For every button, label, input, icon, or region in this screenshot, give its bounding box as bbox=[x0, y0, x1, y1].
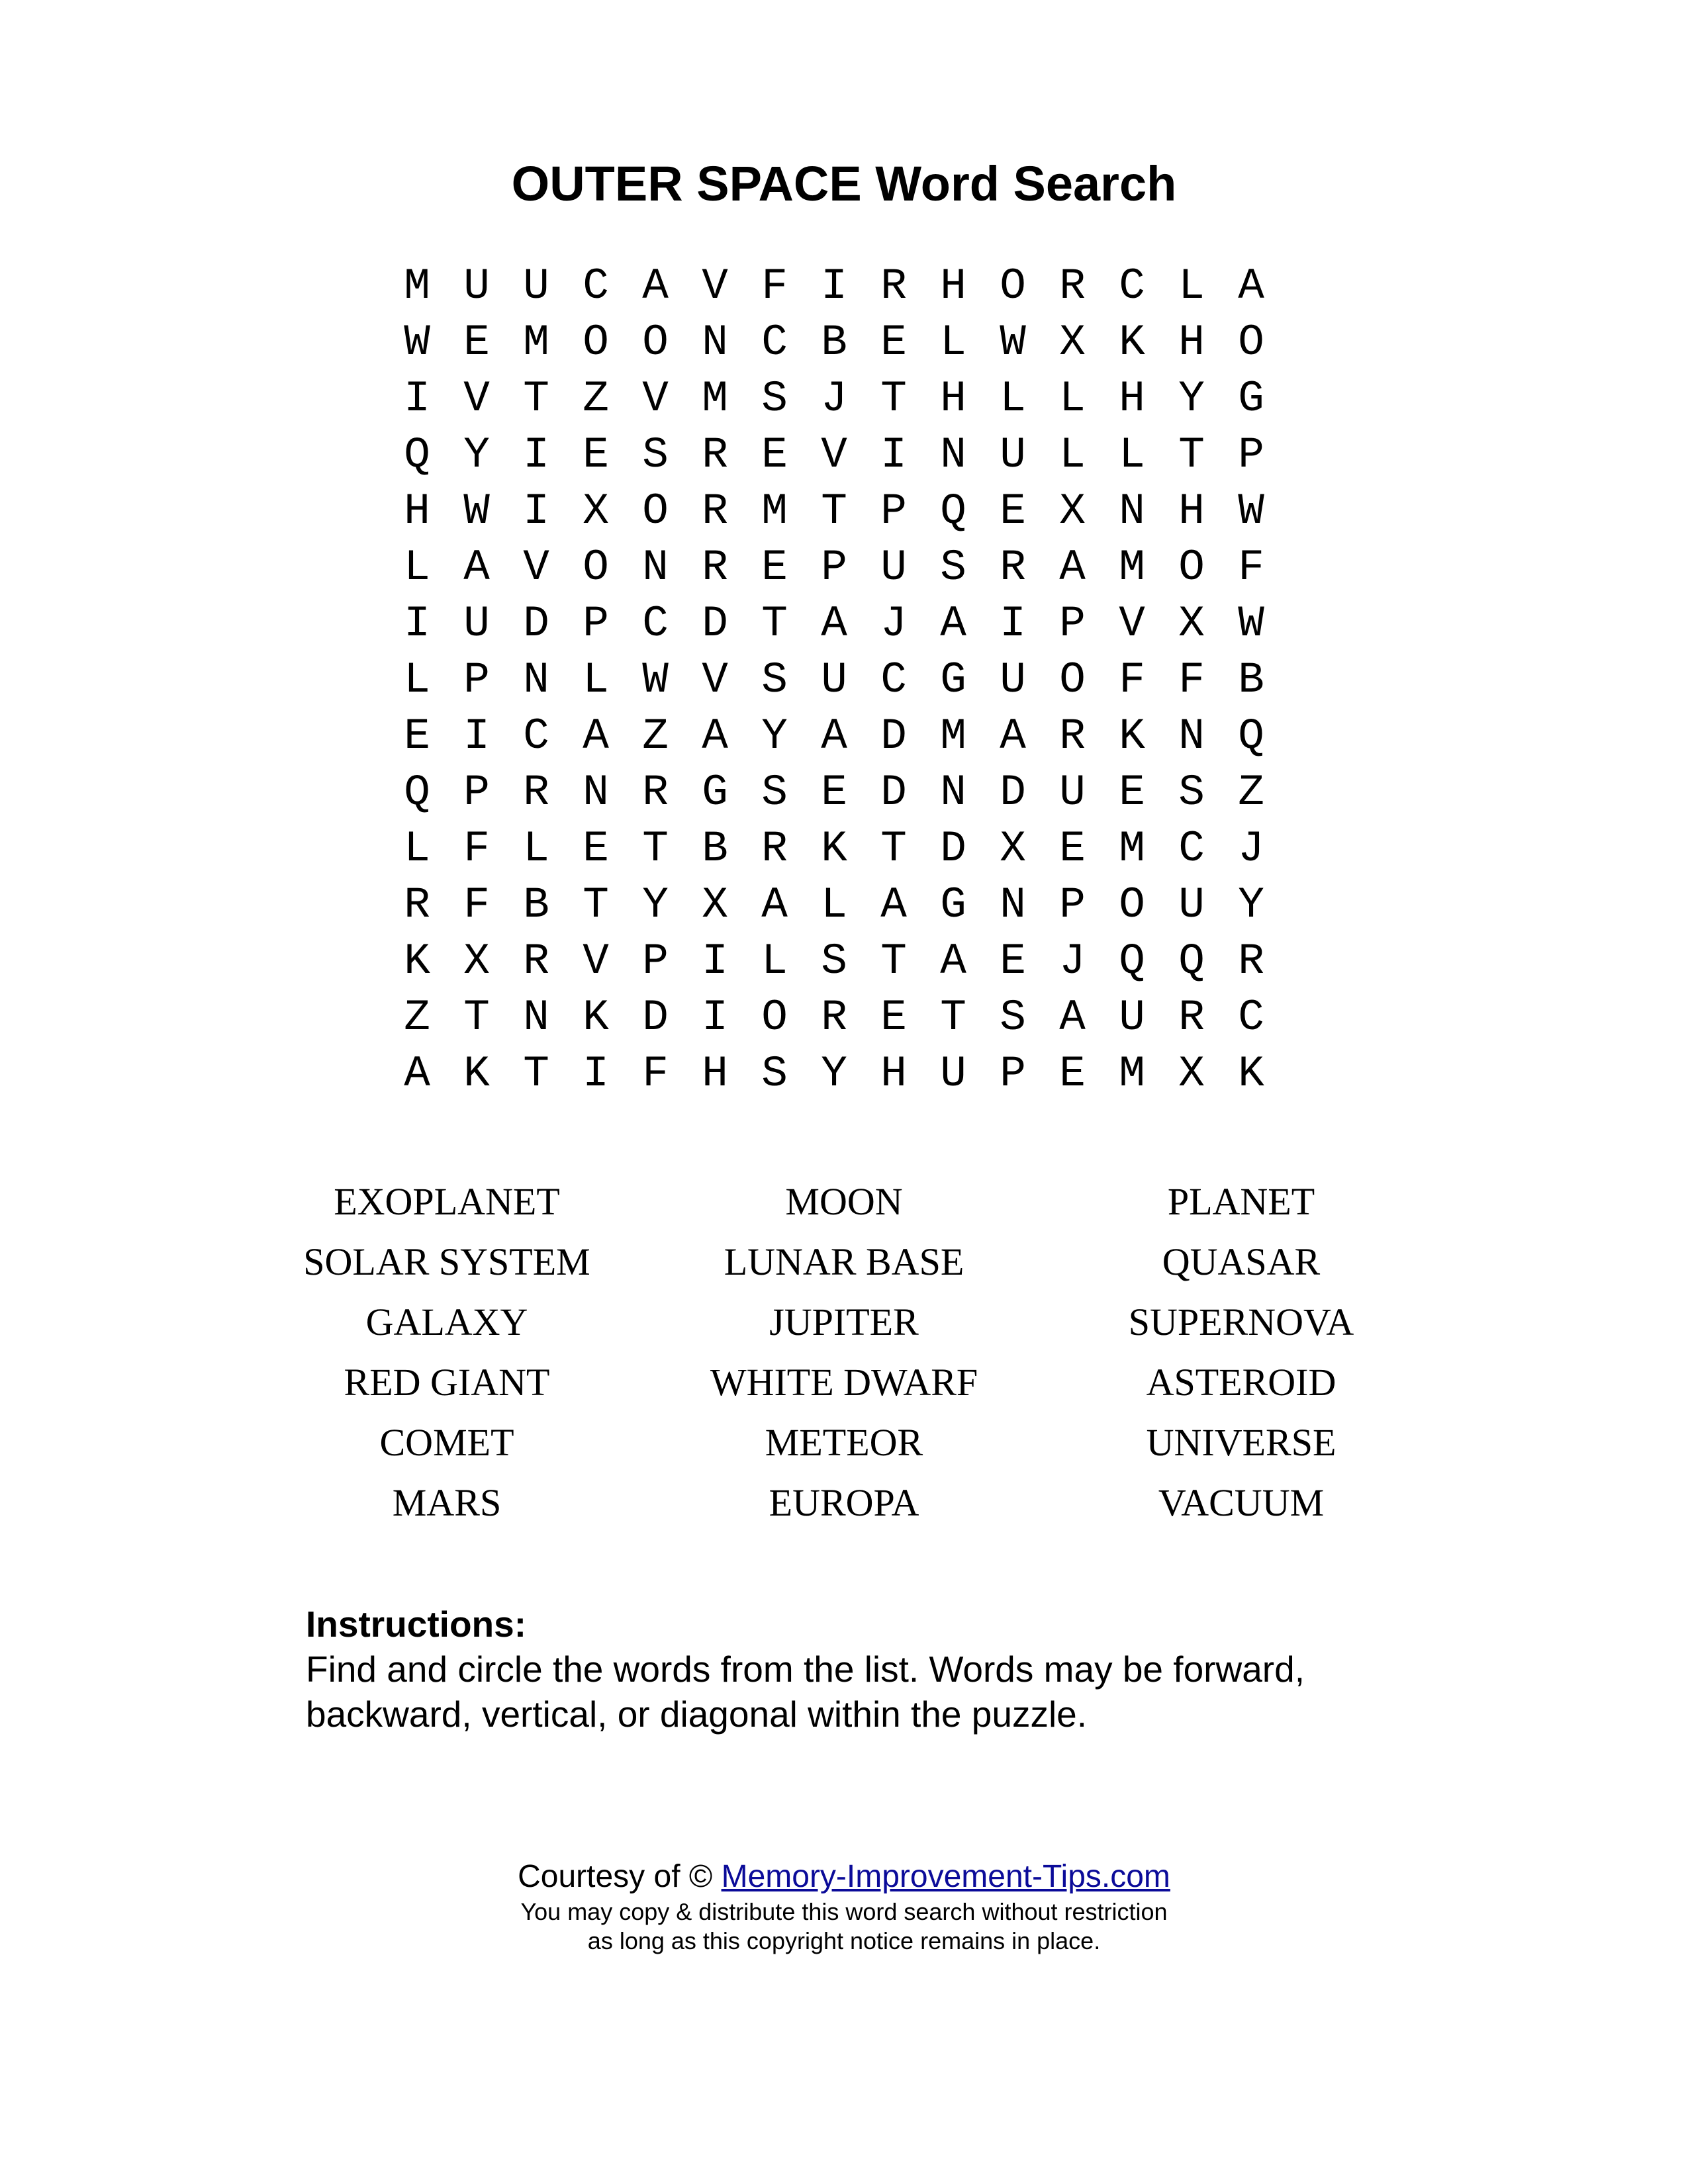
grid-letter[interactable]: K bbox=[1119, 711, 1145, 761]
grid-letter[interactable]: X bbox=[1000, 824, 1026, 874]
grid-letter[interactable]: Z bbox=[583, 374, 609, 424]
grid-letter[interactable]: T bbox=[463, 993, 490, 1042]
grid-letter[interactable]: E bbox=[880, 993, 907, 1042]
grid-letter[interactable]: R bbox=[1238, 936, 1264, 986]
grid-letter[interactable]: M bbox=[1119, 824, 1145, 874]
grid-letter[interactable]: N bbox=[583, 768, 609, 817]
grid-letter[interactable]: D bbox=[1000, 768, 1026, 817]
grid-letter[interactable]: O bbox=[642, 486, 669, 536]
grid-letter[interactable]: M bbox=[1119, 1049, 1145, 1099]
grid-letter[interactable]: E bbox=[583, 824, 609, 874]
word-list bbox=[248, 1171, 1440, 1533]
grid-letter[interactable]: U bbox=[1178, 880, 1205, 930]
grid-letter[interactable]: Q bbox=[940, 486, 966, 536]
grid-letter[interactable]: R bbox=[642, 768, 669, 817]
grid-letter[interactable]: O bbox=[1119, 880, 1145, 930]
grid-letter[interactable]: U bbox=[463, 261, 490, 311]
word-list-item: ASTEROID bbox=[1146, 1361, 1336, 1404]
letter-grid bbox=[387, 258, 1281, 1102]
word-list-item: COMET bbox=[379, 1421, 514, 1464]
grid-letter[interactable]: P bbox=[463, 655, 490, 705]
grid-letter[interactable]: R bbox=[1000, 543, 1026, 592]
grid-letter[interactable]: O bbox=[1178, 543, 1205, 592]
grid-letter[interactable]: I bbox=[463, 711, 490, 761]
grid-letter[interactable]: O bbox=[583, 543, 609, 592]
grid-letter[interactable]: Y bbox=[642, 880, 669, 930]
grid-letter[interactable]: A bbox=[404, 1049, 430, 1099]
word-list-item: JUPITER bbox=[769, 1300, 919, 1343]
grid-letter[interactable]: L bbox=[583, 655, 609, 705]
word-list-item: MARS bbox=[392, 1481, 502, 1524]
courtesy-line bbox=[0, 1856, 1688, 1897]
grid-letter[interactable]: T bbox=[642, 824, 669, 874]
word-list-item: VACUUM bbox=[1158, 1481, 1325, 1524]
grid-letter[interactable]: W bbox=[1238, 599, 1264, 649]
grid-letter[interactable]: X bbox=[583, 486, 609, 536]
grid-letter[interactable]: L bbox=[404, 824, 430, 874]
grid-letter[interactable]: G bbox=[1238, 374, 1264, 424]
grid-letter[interactable]: G bbox=[940, 655, 966, 705]
word-list-item: WHITE DWARF bbox=[710, 1361, 978, 1404]
grid-letter[interactable]: U bbox=[880, 543, 907, 592]
grid-letter[interactable]: K bbox=[404, 936, 430, 986]
word-list-item: QUASAR bbox=[1162, 1240, 1321, 1283]
instructions-block bbox=[306, 1602, 1431, 1737]
grid-letter[interactable]: E bbox=[1000, 936, 1026, 986]
grid-letter[interactable]: F bbox=[761, 261, 788, 311]
grid-letter[interactable]: T bbox=[1178, 430, 1205, 480]
grid-letter[interactable]: H bbox=[1178, 486, 1205, 536]
grid-letter[interactable]: R bbox=[880, 261, 907, 311]
grid-letter[interactable]: K bbox=[463, 1049, 490, 1099]
grid-letter[interactable]: O bbox=[761, 993, 788, 1042]
grid-letter[interactable]: S bbox=[642, 430, 669, 480]
grid-letter[interactable]: H bbox=[702, 1049, 728, 1099]
grid-letter[interactable]: P bbox=[583, 599, 609, 649]
grid-letter[interactable]: I bbox=[1000, 599, 1026, 649]
grid-letter[interactable]: Q bbox=[404, 768, 430, 817]
grid-letter[interactable]: N bbox=[940, 768, 966, 817]
grid-letter[interactable]: A bbox=[821, 599, 847, 649]
grid-letter[interactable]: F bbox=[463, 824, 490, 874]
grid-letter[interactable]: T bbox=[523, 1049, 549, 1099]
grid-letter[interactable]: U bbox=[523, 261, 549, 311]
grid-letter[interactable]: A bbox=[940, 599, 966, 649]
grid-letter[interactable]: W bbox=[1000, 318, 1026, 367]
grid-letter[interactable]: D bbox=[642, 993, 669, 1042]
grid-letter[interactable]: L bbox=[940, 318, 966, 367]
grid-letter[interactable]: X bbox=[1178, 599, 1205, 649]
grid-letter[interactable]: G bbox=[702, 768, 728, 817]
grid-letter[interactable]: M bbox=[404, 261, 430, 311]
word-list-item: GALAXY bbox=[365, 1300, 528, 1343]
grid-letter[interactable]: P bbox=[1238, 430, 1264, 480]
grid-letter[interactable]: X bbox=[1178, 1049, 1205, 1099]
footer bbox=[0, 1856, 1688, 1956]
grid-letter[interactable]: Z bbox=[1238, 768, 1264, 817]
grid-letter[interactable]: K bbox=[583, 993, 609, 1042]
grid-letter[interactable]: R bbox=[702, 430, 728, 480]
grid-letter[interactable]: T bbox=[940, 993, 966, 1042]
grid-letter[interactable]: S bbox=[761, 1049, 788, 1099]
grid-letter[interactable]: A bbox=[821, 711, 847, 761]
grid-letter[interactable]: P bbox=[463, 768, 490, 817]
grid-letter[interactable]: F bbox=[642, 1049, 669, 1099]
grid-letter[interactable]: I bbox=[880, 430, 907, 480]
grid-letter[interactable]: T bbox=[583, 880, 609, 930]
grid-letter[interactable]: D bbox=[702, 599, 728, 649]
grid-letter[interactable]: H bbox=[940, 374, 966, 424]
grid-letter[interactable]: A bbox=[940, 936, 966, 986]
grid-letter[interactable]: E bbox=[404, 711, 430, 761]
grid-letter[interactable]: A bbox=[1059, 543, 1086, 592]
grid-letter[interactable]: V bbox=[821, 430, 847, 480]
grid-letter[interactable]: A bbox=[1059, 993, 1086, 1042]
grid-letter[interactable]: F bbox=[1238, 543, 1264, 592]
grid-letter[interactable]: S bbox=[761, 374, 788, 424]
grid-letter[interactable]: I bbox=[523, 430, 549, 480]
grid-letter[interactable]: P bbox=[821, 543, 847, 592]
grid-letter[interactable]: I bbox=[404, 374, 430, 424]
grid-letter[interactable]: S bbox=[1000, 993, 1026, 1042]
copyright-notice-line-1: You may copy & distribute this word search without restriction bbox=[520, 1898, 1168, 1925]
instructions-heading: Instructions: bbox=[306, 1604, 527, 1645]
grid-letter[interactable]: Q bbox=[404, 430, 430, 480]
grid-letter[interactable]: I bbox=[702, 993, 728, 1042]
grid-letter[interactable]: V bbox=[523, 543, 549, 592]
grid-letter[interactable]: N bbox=[940, 430, 966, 480]
website-link[interactable]: Memory-Improvement-Tips.com bbox=[721, 1859, 1170, 1894]
copyright-notice-line-2: as long as this copyright notice remains in place. bbox=[587, 1927, 1101, 1954]
grid-letter[interactable]: V bbox=[463, 374, 490, 424]
grid-letter[interactable]: V bbox=[702, 655, 728, 705]
grid-letter[interactable]: R bbox=[1178, 993, 1205, 1042]
grid-letter[interactable]: A bbox=[761, 880, 788, 930]
grid-letter[interactable]: E bbox=[761, 430, 788, 480]
grid-letter[interactable]: M bbox=[940, 711, 966, 761]
grid-letter[interactable]: X bbox=[1059, 318, 1086, 367]
word-list-item: PLANET bbox=[1167, 1180, 1315, 1223]
grid-letter[interactable]: E bbox=[463, 318, 490, 367]
word-list-item: EUROPA bbox=[769, 1481, 919, 1524]
grid-letter[interactable]: E bbox=[1000, 486, 1026, 536]
grid-letter[interactable]: O bbox=[1238, 318, 1264, 367]
grid-letter[interactable]: N bbox=[523, 993, 549, 1042]
grid-letter[interactable]: K bbox=[1238, 1049, 1264, 1099]
grid-letter[interactable]: H bbox=[940, 261, 966, 311]
grid-letter[interactable]: A bbox=[1238, 261, 1264, 311]
grid-letter[interactable]: Z bbox=[642, 711, 669, 761]
grid-letter[interactable]: L bbox=[1059, 374, 1086, 424]
word-list-item: LUNAR BASE bbox=[724, 1240, 964, 1283]
grid-letter[interactable]: K bbox=[1119, 318, 1145, 367]
grid-letter[interactable]: M bbox=[761, 486, 788, 536]
grid-letter[interactable]: X bbox=[1059, 486, 1086, 536]
grid-letter[interactable]: Q bbox=[1178, 936, 1205, 986]
grid-letter[interactable]: N bbox=[1178, 711, 1205, 761]
grid-letter[interactable]: W bbox=[463, 486, 490, 536]
grid-letter[interactable]: X bbox=[463, 936, 490, 986]
grid-letter[interactable]: E bbox=[1119, 768, 1145, 817]
grid-letter[interactable]: Q bbox=[1238, 711, 1264, 761]
grid-letter[interactable]: W bbox=[642, 655, 669, 705]
grid-letter[interactable]: J bbox=[821, 374, 847, 424]
grid-letter[interactable]: V bbox=[1119, 599, 1145, 649]
grid-letter[interactable]: S bbox=[761, 655, 788, 705]
grid-letter[interactable]: M bbox=[702, 374, 728, 424]
grid-letter[interactable]: M bbox=[523, 318, 549, 367]
word-list-item: SUPERNOVA bbox=[1128, 1300, 1354, 1343]
grid-letter[interactable]: N bbox=[702, 318, 728, 367]
grid-letter[interactable]: Y bbox=[821, 1049, 847, 1099]
grid-letter[interactable]: H bbox=[404, 486, 430, 536]
grid-letter[interactable]: Y bbox=[1178, 374, 1205, 424]
grid-letter[interactable]: R bbox=[1059, 261, 1086, 311]
grid-letter[interactable]: R bbox=[523, 936, 549, 986]
grid-letter[interactable]: J bbox=[880, 599, 907, 649]
grid-letter[interactable]: A bbox=[583, 711, 609, 761]
instructions-text-line-2: backward, vertical, or diagonal within the puzzle. bbox=[306, 1694, 1088, 1735]
grid-letter[interactable]: R bbox=[523, 768, 549, 817]
grid-letter[interactable]: Q bbox=[1119, 936, 1145, 986]
grid-letter[interactable]: T bbox=[523, 374, 549, 424]
grid-letter[interactable]: R bbox=[702, 486, 728, 536]
grid-letter[interactable]: U bbox=[940, 1049, 966, 1099]
grid-letter[interactable]: H bbox=[1119, 374, 1145, 424]
grid-letter[interactable]: J bbox=[1238, 824, 1264, 874]
grid-letter[interactable]: C bbox=[880, 655, 907, 705]
word-list-item: SOLAR SYSTEM bbox=[303, 1240, 590, 1283]
grid-letter[interactable]: L bbox=[1000, 374, 1026, 424]
grid-letter[interactable]: S bbox=[1178, 768, 1205, 817]
grid-letter[interactable]: C bbox=[1238, 993, 1264, 1042]
grid-letter[interactable]: I bbox=[404, 599, 430, 649]
grid-letter[interactable]: J bbox=[1059, 936, 1086, 986]
courtesy-prefix: Courtesy of © bbox=[518, 1859, 722, 1894]
grid-letter[interactable]: R bbox=[1059, 711, 1086, 761]
grid-letter[interactable]: N bbox=[1000, 880, 1026, 930]
grid-letter[interactable]: H bbox=[880, 1049, 907, 1099]
grid-letter[interactable]: L bbox=[404, 543, 430, 592]
grid-letter[interactable]: A bbox=[463, 543, 490, 592]
grid-letter[interactable]: O bbox=[583, 318, 609, 367]
grid-letter[interactable]: A bbox=[1000, 711, 1026, 761]
grid-letter[interactable]: I bbox=[583, 1049, 609, 1099]
grid-letter[interactable]: X bbox=[702, 880, 728, 930]
grid-letter[interactable]: C bbox=[1178, 824, 1205, 874]
grid-letter[interactable]: A bbox=[702, 711, 728, 761]
grid-letter[interactable]: L bbox=[523, 824, 549, 874]
grid-letter[interactable]: F bbox=[463, 880, 490, 930]
grid-letter[interactable]: R bbox=[821, 993, 847, 1042]
grid-letter[interactable]: G bbox=[940, 880, 966, 930]
grid-letter[interactable]: V bbox=[642, 374, 669, 424]
grid-letter[interactable]: W bbox=[404, 318, 430, 367]
grid-letter[interactable]: T bbox=[880, 824, 907, 874]
grid-letter[interactable]: D bbox=[940, 824, 966, 874]
grid-letter[interactable]: B bbox=[523, 880, 549, 930]
grid-letter[interactable]: O bbox=[1059, 655, 1086, 705]
grid-letter[interactable]: U bbox=[1059, 768, 1086, 817]
grid-letter[interactable]: N bbox=[1119, 486, 1145, 536]
grid-letter[interactable]: I bbox=[523, 486, 549, 536]
grid-letter[interactable]: O bbox=[642, 318, 669, 367]
grid-letter[interactable]: E bbox=[761, 543, 788, 592]
grid-letter[interactable]: Y bbox=[1238, 880, 1264, 930]
grid-letter[interactable]: R bbox=[404, 880, 430, 930]
grid-letter[interactable]: C bbox=[761, 318, 788, 367]
grid-letter[interactable]: R bbox=[761, 824, 788, 874]
grid-letter[interactable]: T bbox=[821, 486, 847, 536]
grid-letter[interactable]: Y bbox=[463, 430, 490, 480]
grid-letter[interactable]: C bbox=[1119, 261, 1145, 311]
grid-letter[interactable]: T bbox=[880, 374, 907, 424]
grid-letter[interactable]: U bbox=[1119, 993, 1145, 1042]
grid-letter[interactable]: L bbox=[821, 880, 847, 930]
grid-letter[interactable]: L bbox=[404, 655, 430, 705]
grid-letter[interactable]: T bbox=[761, 599, 788, 649]
grid-letter[interactable]: T bbox=[880, 936, 907, 986]
grid-letter[interactable]: S bbox=[821, 936, 847, 986]
grid-letter[interactable]: K bbox=[821, 824, 847, 874]
grid-letter[interactable]: A bbox=[642, 261, 669, 311]
grid-letter[interactable]: P bbox=[1000, 1049, 1026, 1099]
grid-letter[interactable]: F bbox=[1178, 655, 1205, 705]
grid-letter[interactable]: P bbox=[1059, 599, 1086, 649]
grid-letter[interactable]: B bbox=[702, 824, 728, 874]
word-list-item: RED GIANT bbox=[344, 1361, 550, 1404]
grid-letter[interactable]: U bbox=[463, 599, 490, 649]
grid-letter[interactable]: H bbox=[1178, 318, 1205, 367]
grid-letter[interactable]: F bbox=[1119, 655, 1145, 705]
grid-letter[interactable]: C bbox=[523, 711, 549, 761]
grid-letter[interactable]: B bbox=[1238, 655, 1264, 705]
grid-letter[interactable]: L bbox=[761, 936, 788, 986]
grid-letter[interactable]: L bbox=[1119, 430, 1145, 480]
grid-letter[interactable]: B bbox=[821, 318, 847, 367]
grid-letter[interactable]: Y bbox=[761, 711, 788, 761]
grid-letter[interactable]: D bbox=[880, 768, 907, 817]
grid-letter[interactable]: U bbox=[821, 655, 847, 705]
grid-letter[interactable]: W bbox=[1238, 486, 1264, 536]
grid-letter[interactable]: U bbox=[1000, 430, 1026, 480]
grid-letter[interactable]: M bbox=[1119, 543, 1145, 592]
grid-letter[interactable]: U bbox=[1000, 655, 1026, 705]
grid-letter[interactable]: L bbox=[1178, 261, 1205, 311]
grid-letter[interactable]: C bbox=[583, 261, 609, 311]
grid-letter[interactable]: Z bbox=[404, 993, 430, 1042]
grid-letter[interactable]: D bbox=[523, 599, 549, 649]
grid-letter[interactable]: E bbox=[1059, 1049, 1086, 1099]
grid-letter[interactable]: P bbox=[1059, 880, 1086, 930]
grid-letter[interactable]: I bbox=[702, 936, 728, 986]
grid-letter[interactable]: N bbox=[523, 655, 549, 705]
word-list-item: EXOPLANET bbox=[334, 1180, 560, 1223]
grid-letter[interactable]: D bbox=[880, 711, 907, 761]
grid-letter[interactable]: E bbox=[821, 768, 847, 817]
instructions-text-line-1: Find and circle the words from the list. Words may be forward, bbox=[306, 1649, 1305, 1690]
grid-letter[interactable]: L bbox=[1059, 430, 1086, 480]
grid-letter[interactable]: P bbox=[642, 936, 669, 986]
word-list-item: MOON bbox=[785, 1180, 903, 1223]
grid-letter[interactable]: C bbox=[642, 599, 669, 649]
grid-letter[interactable]: N bbox=[642, 543, 669, 592]
grid-letter[interactable]: V bbox=[583, 936, 609, 986]
word-list-item: METEOR bbox=[765, 1421, 923, 1464]
grid-letter[interactable]: R bbox=[702, 543, 728, 592]
grid-letter[interactable]: S bbox=[940, 543, 966, 592]
grid-letter[interactable]: O bbox=[1000, 261, 1026, 311]
grid-letter[interactable]: V bbox=[702, 261, 728, 311]
grid-letter[interactable]: E bbox=[880, 318, 907, 367]
grid-letter[interactable]: E bbox=[1059, 824, 1086, 874]
grid-letter[interactable]: S bbox=[761, 768, 788, 817]
grid-letter[interactable]: E bbox=[583, 430, 609, 480]
grid-letter[interactable]: I bbox=[821, 261, 847, 311]
page-title: OUTER SPACE Word Search bbox=[511, 156, 1177, 211]
grid-letter[interactable]: A bbox=[880, 880, 907, 930]
word-list-item: UNIVERSE bbox=[1146, 1421, 1336, 1464]
grid-letter[interactable]: P bbox=[880, 486, 907, 536]
